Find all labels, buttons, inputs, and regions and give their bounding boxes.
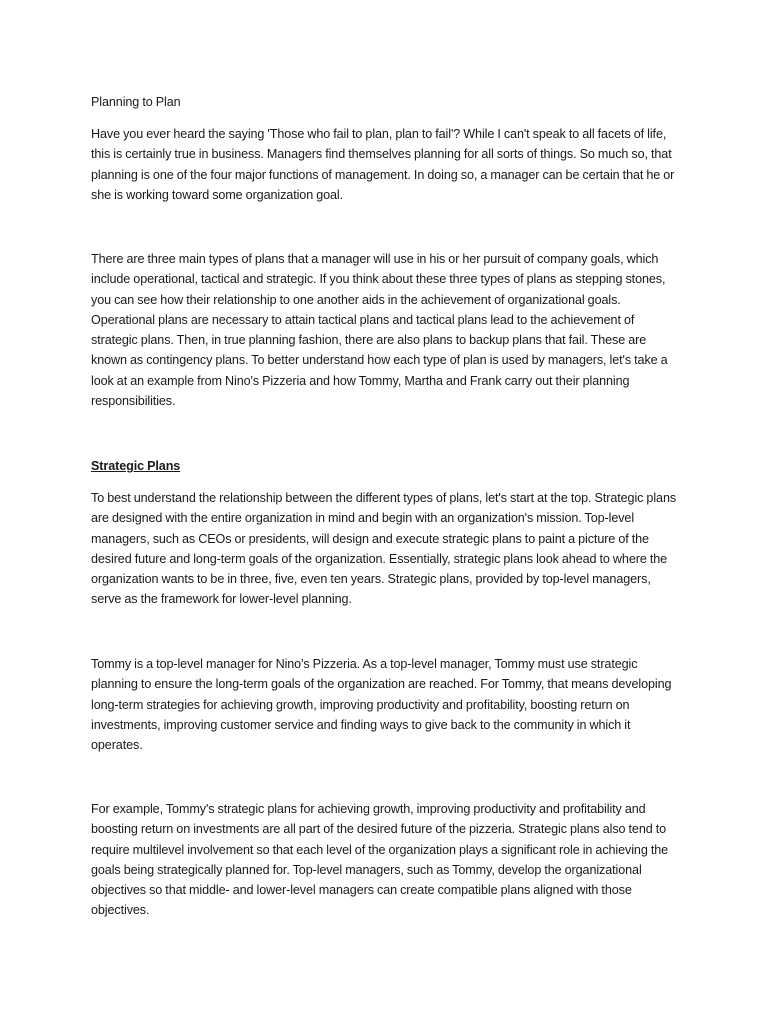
section-heading-strategic-plans: Strategic Plans [91,459,181,473]
paragraph-strategic-definition: To best understand the relationship between the different types of plans, let's start at the top. Strategic plans are designed with the entire organization in mind and begin with an organization's mission. Top-level managers, such as CEOs or presidents, will design and execute strategic plans to paint a picture of the desired future and long-term goals of the organization. Essentially, strategic plans look ahead to where the organization wants to be in three, five, even ten years. Strategic plans, provided by top-level managers, serve as the framework for lower-level planning. [91,491,677,607]
paragraph-tommy-example: For example, Tommy's strategic plans for achieving growth, improving productivity and profitability and boosting return on investments are all part of the desired future of the pizzeria. Strategic plans also tend to require multilevel involvement so that each level of the organization plays a significant role in achieving the goals being strategically planned for. Top-level managers, such as Tommy, develop the organizational objectives so that middle- and lower-level managers can create compatible plans aligned with those objectives. [91,802,669,918]
document-title: Planning to Plan [91,95,181,109]
paragraph-intro: Have you ever heard the saying 'Those who fail to plan, plan to fail'? While I can't speak to all facets of life, this is certainly true in business. Managers find themselves planning for all sorts of things. So much so, that planning is one of the four major functions of management. In doing so, a manager can be certain that he or she is working toward some organization goal. [91,127,675,202]
paragraph-types-of-plans: There are three main types of plans that a manager will use in his or her pursuit of company goals, which include operational, tactical and strategic. If you think about these three types of plans as stepping stones, you can see how their relationship to one another aids in the achievement of organizational goals. Operational plans are necessary to attain tactical plans and tactical plans lead to the achievement of strategic plans. Then, in true planning fashion, there are also plans to backup plans that fail. These are known as contingency plans. To better understand how each type of plan is used by managers, let's take a look at an example from Nino's Pizzeria and how Tommy, Martha and Frank carry out their planning responsibilities. [91,252,668,409]
paragraph-tommy-role: Tommy is a top-level manager for Nino's Pizzeria. As a top-level manager, Tommy must use strategic planning to ensure the long-term goals of the organization are reached. For Tommy, that means developing long-term strategies for achieving growth, improving productivity and profitability, boosting return on investments, improving customer service and finding ways to give back to the community in which it operates. [91,657,672,753]
